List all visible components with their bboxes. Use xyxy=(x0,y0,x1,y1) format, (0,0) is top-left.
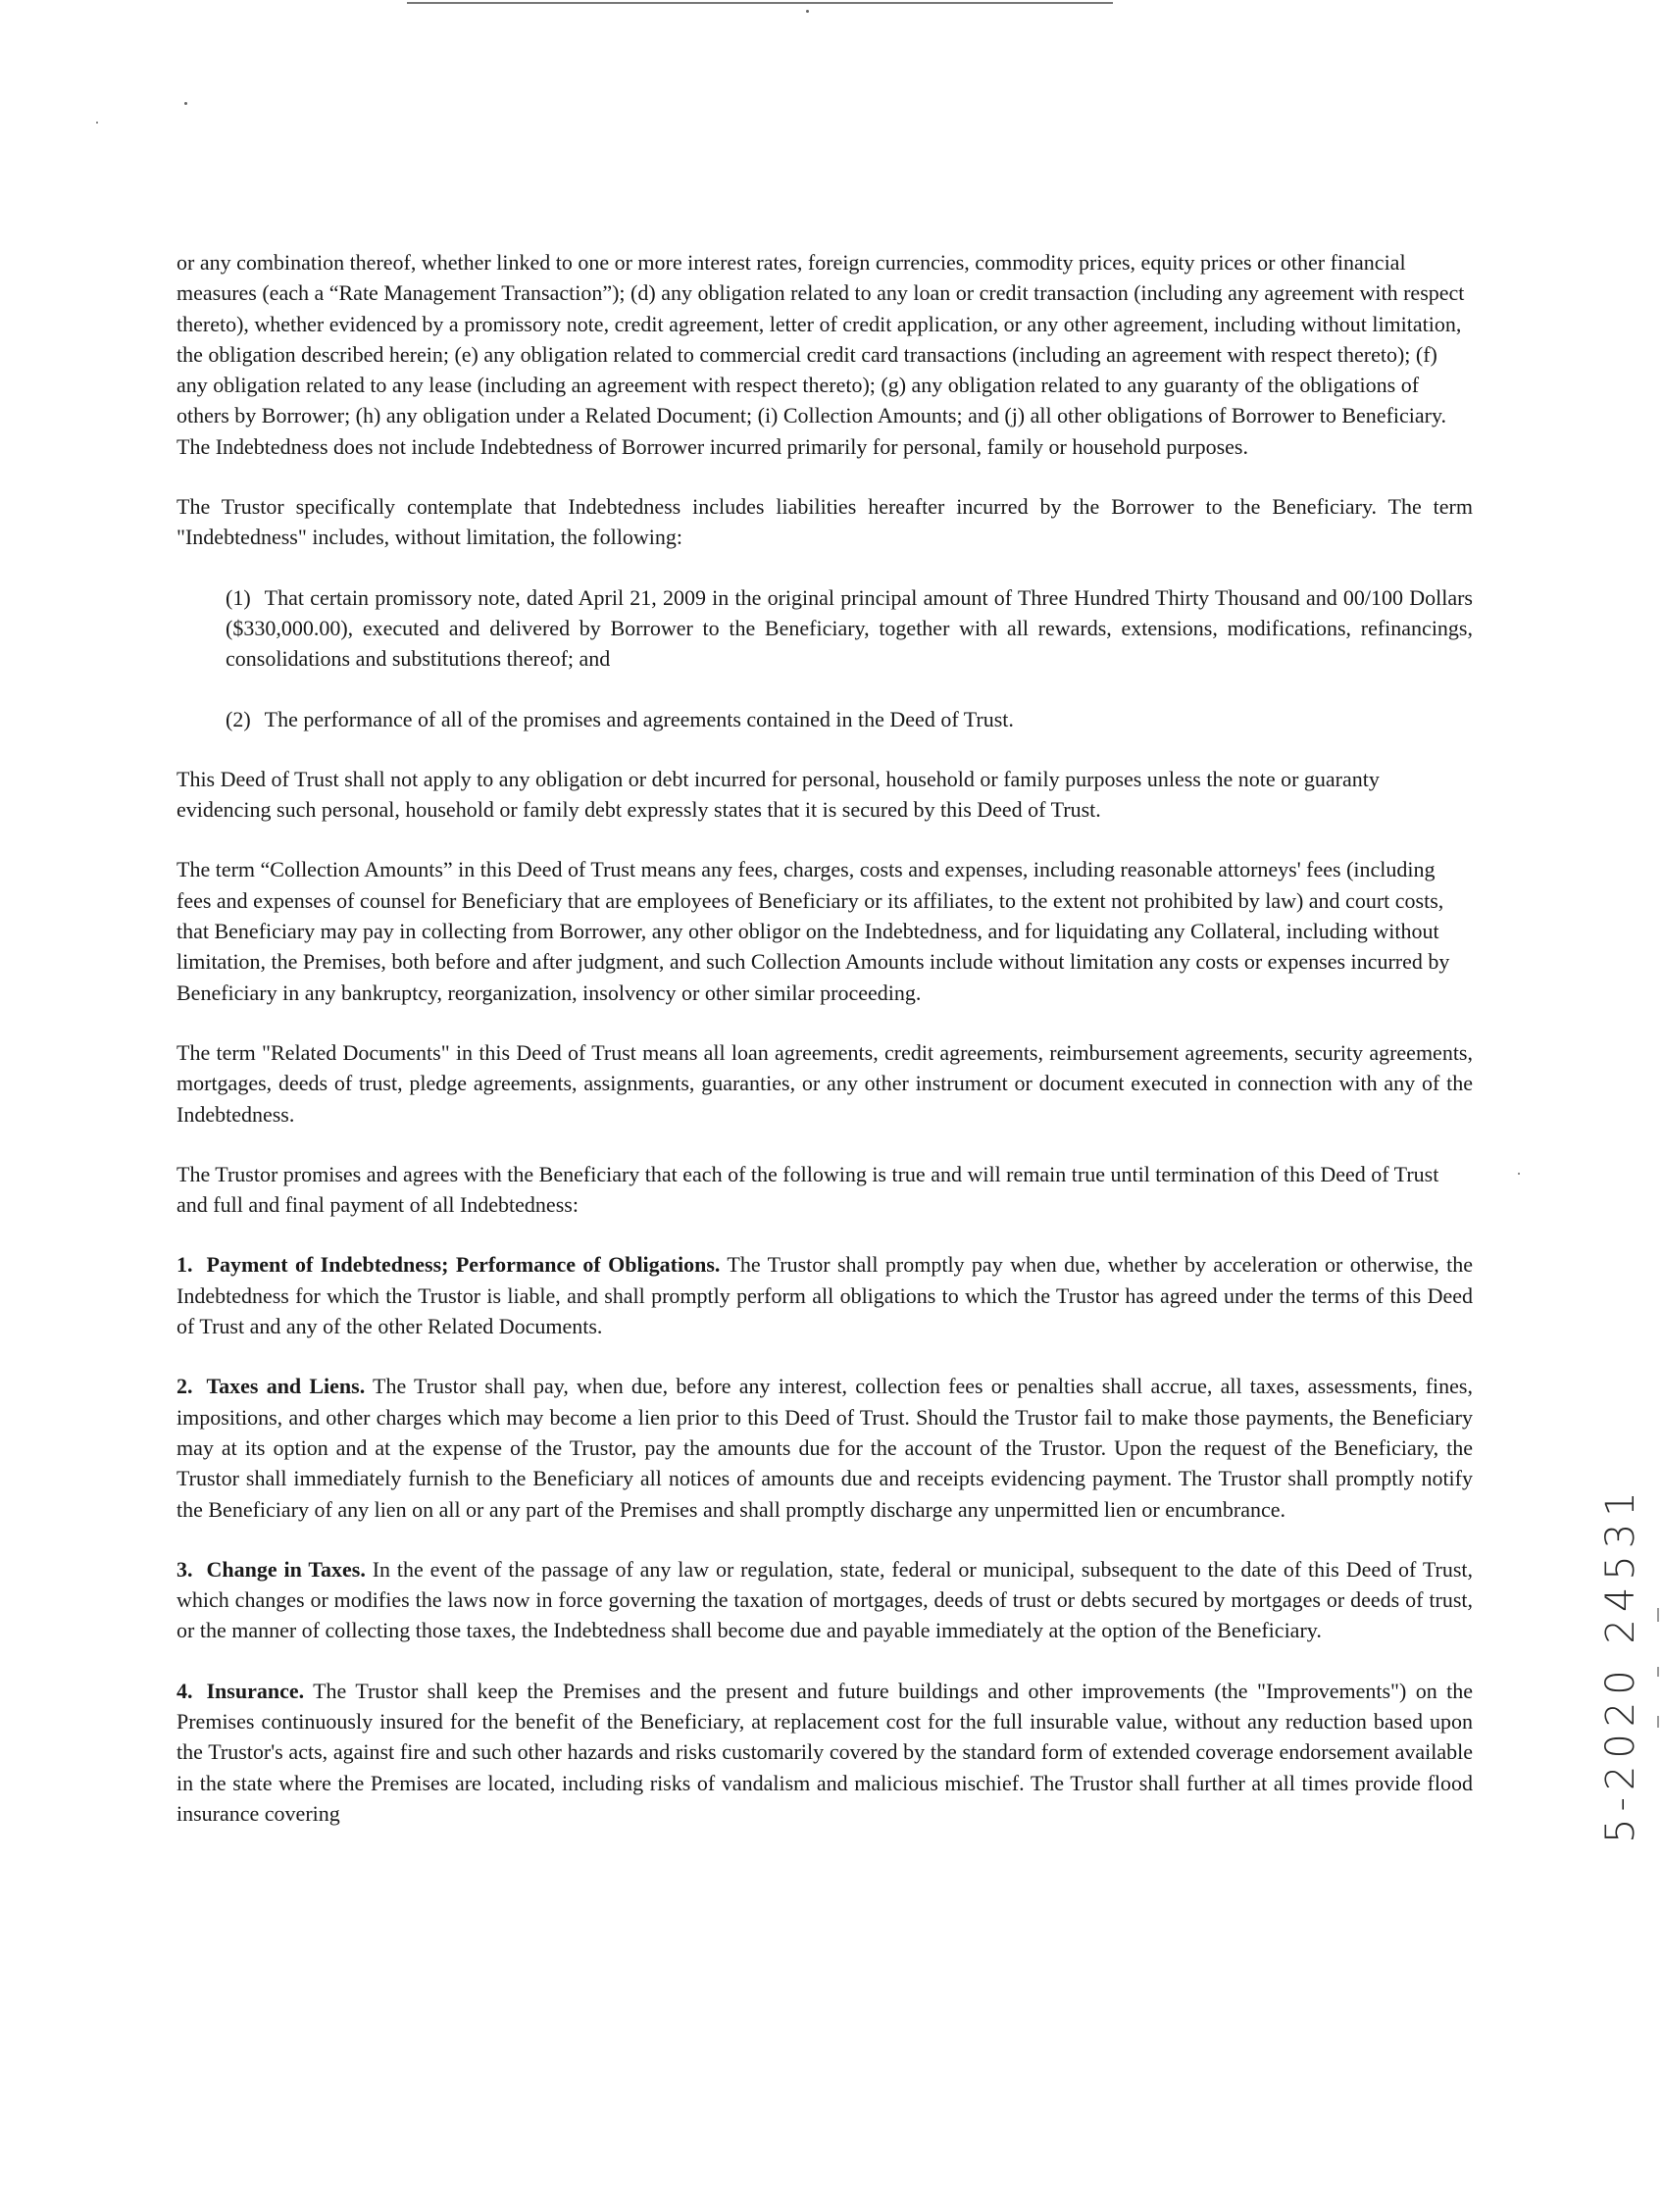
related-documents-paragraph: The term "Related Documents" in this Deed of Trust means all loan agreements, credit agreements, reimbursement agreements, security agreements, mortgages, deeds of trust, pledge agreements, assignments, guaranties, or any other instrument or document executed in connection with any of the Indebtedness. xyxy=(176,1039,1473,1127)
scan-top-rule xyxy=(407,2,1113,4)
section-taxes-and-liens xyxy=(176,1371,1473,1524)
deed-scope-paragraph: This Deed of Trust shall not apply to any obligation or debt incurred for personal, household or family purposes unless the note or guaranty evidencing such personal, household or family debt expressly states that it is secured by this Deed of Trust. xyxy=(176,766,1380,823)
collection-amounts-paragraph: The term “Collection Amounts” in this Deed of Trust means any fees, charges, costs and expenses, including reasonable attorneys' fees (including fees and expenses of counsel for Beneficiary that are employees of Beneficiary or its affiliates, to the extent not prohibited by law) and court costs, that Beneficiary may pay in collecting from Borrower, any other obligor on the Indebtedness, and for liquidating any Collateral, including without limitation, the Premises, both before and after judgment, and such Collection Amounts include without limitation any costs or expenses incurred by Beneficiary in any bankruptcy, reorganization, insolvency or other similar proceeding. xyxy=(176,857,1450,1005)
section-title: Insurance. xyxy=(206,1678,305,1703)
section-number: 1. xyxy=(176,1252,193,1278)
section-text: The Trustor shall promptly pay when due, whether by acceleration or otherwise, the Indebtedness for which the Trustor is liable, and shall promptly perform all obligations to which the Trustor has agreed under the terms of this Deed of Trust and any of the other Related Documents. xyxy=(176,1252,1473,1339)
section-title: Payment of Indebtedness; Performance of Obligations. xyxy=(206,1252,721,1278)
indebtedness-list-item xyxy=(176,704,1473,734)
section-number: 3. xyxy=(176,1556,193,1582)
list-item-text: That certain promissory note, dated April 21, 2009 in the original principal amount of Three Hundred Thirty Thousand and 00/100 Dollars ($330,000.00), executed and delivered by Borrower to the Beneficiary, together with all rewards, extensions, modifications, refinancings, consolidations and substitutions thereof; and xyxy=(226,584,1473,672)
section-title: Taxes and Liens. xyxy=(206,1374,366,1399)
scan-dot xyxy=(96,122,98,124)
scan-dot xyxy=(1518,1173,1520,1175)
promises-paragraph: The Trustor promises and agrees with the Beneficiary that each of the following is true and will remain true until termination of this Deed of Trust and full and final payment of all Indebtedness: xyxy=(176,1161,1439,1218)
section-payment-of-indebtedness xyxy=(176,1249,1473,1341)
list-item-number: (2) xyxy=(226,706,251,731)
scan-dot xyxy=(184,102,187,105)
section-number: 2. xyxy=(176,1374,193,1399)
trustor-contemplation-paragraph: The Trustor specifically contemplate that Indebtedness includes liabilities hereafter incurred by the Borrower to the Beneficiary. The term "Indebtedness" includes, without limitation, the following: xyxy=(176,494,1473,550)
section-text: The Trustor shall keep the Premises and the present and future buildings and other improvements (the "Improvements") on the Premises continuously insured for the benefit of the Beneficiary, at replacement cost for the full insurable value, without any reduction based upon the Trustor's acts, against fire and such other hazards and risks customarily covered by the standard form of extended coverage endorsement available in the state where the Premises are located, including risks of vandalism and malicious mischief. The Trustor shall further at all times provide flood insurance covering xyxy=(176,1678,1473,1826)
section-title: Change in Taxes. xyxy=(206,1556,366,1582)
scan-edge-mark xyxy=(1657,1608,1659,1622)
scan-edge-mark xyxy=(1657,1667,1659,1677)
section-insurance xyxy=(176,1676,1473,1829)
document-body xyxy=(176,247,1473,1858)
intro-paragraph: or any combination thereof, whether linked to one or more interest rates, foreign currencies, commodity prices, equity prices or other financial measures (each a “Rate Management Transaction”); (d) any obligation related to any loan or credit transaction (including any agreement with respect thereto), whether evidenced by a promissory note, credit agreement, letter of credit application, or any other agreement, including without limitation, the obligation described herein; (e) any obligation related to commercial credit card transactions (including an agreement with respect thereto); (f) any obligation related to any lease (including an agreement with respect thereto); (g) any obligation related to any guaranty of the obligations of others by Borrower; (h) any obligation under a Related Document; (i) Collection Amounts; and (j) all other obligations of Borrower to Beneficiary. The Indebtedness does not include Indebtedness of Borrower incurred primarily for personal, family or household purposes. xyxy=(176,250,1465,459)
scan-dot xyxy=(806,10,809,13)
section-text: In the event of the passage of any law or regulation, state, federal or municipal, subsequent to the date of this Deed of Trust, which changes or modifies the laws now in force governing the taxation of mortgages, deeds of trust or debts secured by mortgages or deeds of trust, or the manner of collecting those taxes, the Indebtedness shall become due and payable immediately at the option of the Beneficiary. xyxy=(176,1556,1473,1643)
list-item-number: (1) xyxy=(226,584,251,610)
section-text: The Trustor shall pay, when due, before any interest, collection fees or penalties shall accrue, all taxes, assessments, fines, impositions, and other charges which may become a lien prior to this Deed of Trust. Should the Trustor fail to make those payments, the Beneficiary may at its option and at the expense of the Trustor, pay the amounts due for the account of the Trustor. Upon the request of the Beneficiary, the Trustor shall immediately furnish to the Beneficiary all notices of amounts due and receipts evidencing payment. The Trustor shall promptly notify the Beneficiary of any lien on all or any part of the Premises and shall promptly discharge any unpermitted lien or encumbrance. xyxy=(176,1374,1473,1522)
indebtedness-list-item xyxy=(176,582,1473,675)
scan-edge-mark xyxy=(1657,1716,1659,1728)
section-change-in-taxes xyxy=(176,1554,1473,1646)
recording-number-stamp: 5-2020 24531 xyxy=(1598,1484,1643,1843)
section-number: 4. xyxy=(176,1678,193,1703)
list-item-text: The performance of all of the promises and agreements contained in the Deed of Trust. xyxy=(264,706,1014,731)
